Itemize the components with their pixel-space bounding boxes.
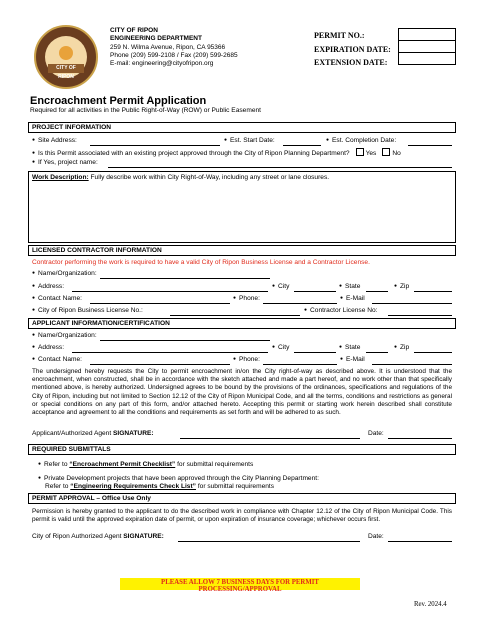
agent-date-field[interactable] <box>388 541 452 542</box>
revision-label: Rev. 2024.4 <box>414 601 447 608</box>
approval-header: PERMIT APPROVAL – Office Use Only <box>28 493 456 504</box>
agent-signature-field[interactable] <box>178 541 360 542</box>
extension-date-label: EXTENSION DATE: <box>314 58 388 67</box>
expiration-date-label: EXPIRATION DATE: <box>314 44 391 54</box>
agent-date-label: Date: <box>368 533 384 540</box>
department-email: E-mail: engineering@cityofripon.org <box>110 60 214 68</box>
contractor-address-field[interactable] <box>72 291 268 292</box>
start-date-field[interactable] <box>283 145 321 146</box>
contractor-warning: Contractor performing the work is required to have a valid City of Ripon Business License and a Contractor License. <box>32 259 370 266</box>
work-description-box[interactable] <box>28 171 456 243</box>
planning-question: ● Is this Permit associated with an existing project approved through the City of Ripon Planning Department? Yes No <box>32 148 401 158</box>
applicant-signature-label: Applicant/Authorized Agent SIGNATURE: <box>32 430 154 437</box>
contractor-zip-field[interactable] <box>414 291 452 292</box>
applicant-phone-field[interactable] <box>263 364 337 365</box>
department-name: ENGINEERING DEPARTMENT <box>110 35 202 43</box>
applicant-city-label: ● City <box>272 344 289 352</box>
contractor-phone-field[interactable] <box>263 303 337 304</box>
start-date-label: ● Est. Start Date: <box>224 137 275 145</box>
applicant-contact-field[interactable] <box>90 364 230 365</box>
submittal-item-private-dev: ● Private Development projects that have been approved through the City Planning Department: <box>38 475 319 483</box>
site-address-label: ● Site Address: <box>32 137 77 145</box>
contractor-city-field[interactable] <box>294 291 336 292</box>
contractor-address-label: ● Address: <box>32 283 64 291</box>
site-address-field[interactable] <box>90 145 220 146</box>
permit-no-label: PERMIT NO.: <box>314 31 365 40</box>
no-checkbox[interactable] <box>382 148 390 156</box>
applicant-state-field[interactable] <box>366 352 388 353</box>
contractor-name-field[interactable] <box>100 278 270 279</box>
project-name-field[interactable] <box>108 167 452 168</box>
applicant-name-field[interactable] <box>100 340 270 341</box>
requirements-link[interactable]: “Engineering Requirements Check List” <box>70 483 196 490</box>
applicant-phone-label: ● Phone: <box>233 356 260 364</box>
applicant-info-header: APPLICANT INFORMATION/CERTIFICATION <box>28 318 456 329</box>
contractor-phone-label: ● Phone: <box>233 295 260 303</box>
city-name: CITY OF RIPON <box>110 27 158 34</box>
department-info <box>110 27 238 68</box>
applicant-name-label: ● Name/Organization: <box>32 332 97 340</box>
completion-date-label: ● Est. Completion Date: <box>326 137 396 145</box>
applicant-zip-field[interactable] <box>414 352 452 353</box>
agent-signature-label: City of Ripon Authorized Agent SIGNATURE: <box>32 533 164 540</box>
checklist-link[interactable]: “Encroachment Permit Checklist” <box>69 461 176 468</box>
contractor-city-label: ● City <box>272 283 289 291</box>
department-address: 259 N. Wilma Avenue, Ripon, CA 95366 <box>110 43 226 51</box>
applicant-zip-label: ● Zip <box>394 344 409 352</box>
form-title: Encroachment Permit Application <box>30 95 207 107</box>
yes-checkbox[interactable] <box>356 148 364 156</box>
project-name-label: ● If Yes, project name: <box>32 159 98 167</box>
contractor-state-field[interactable] <box>366 291 388 292</box>
contractor-zip-label: ● Zip <box>394 283 409 291</box>
applicant-date-label: Date: <box>368 430 384 437</box>
form-subtitle: Required for all activities in the Public Right-of-Way (ROW) or Public Easement <box>30 107 261 114</box>
applicant-state-label: ● State <box>339 344 360 352</box>
approval-text: Permission is hereby granted to the applicant to do the described work in compliance with Chapter 12.12 of the City of Ripon Municipal Code. This permit is valid until the approved expiration date of permit, or upon expiration of insurance coverage; whichever occurs first. <box>32 508 452 524</box>
applicant-email-field[interactable] <box>372 364 452 365</box>
certification-text: The undersigned hereby requests the City to permit encroachment in/on the City right-of-way as described above. It is understood that the encroachment, when constructed, shall be in accordance with the sketch attached and made a part hereof, and no work other than that specifically mentioned above, is hereby authorized. Undersigned agrees to be bound by the provisions of the ordinances, specifications and regulations of the City of Ripon, including but not limited to Section 12.12 of the City of Ripon Municipal Code, and all the terms, conditions and restrictions as general or special conditions on any part of this form, and/or attached hereto. Accepting this permit or starting work herein described shall constitute acceptance and agreement to all the conditions and requirements as set forth and will be adhered to as such. <box>32 368 452 417</box>
permit-office-labels <box>314 29 391 70</box>
contractor-license-field[interactable] <box>388 315 452 316</box>
city-seal-logo: CITY OF RIPON <box>34 25 98 89</box>
submittal-item-checklist: ● Refer to “Encroachment Permit Checklist” for submittal requirements <box>38 461 253 469</box>
submittals-header: REQUIRED SUBMITTALS <box>28 444 456 455</box>
submittal-item-requirements: Refer to “Engineering Requirements Check List” for submittal requirements <box>45 483 275 490</box>
applicant-address-field[interactable] <box>72 352 268 353</box>
applicant-date-field[interactable] <box>388 438 452 439</box>
contractor-email-field[interactable] <box>372 303 452 304</box>
completion-date-field[interactable] <box>408 145 452 146</box>
contractor-name-label: ● Name/Organization: <box>32 270 97 278</box>
business-license-label: ● City of Ripon Business License No.: <box>32 307 143 315</box>
contractor-contact-label: ● Contact Name: <box>32 295 82 303</box>
extension-date-field[interactable] <box>398 52 456 65</box>
department-phone: Phone (209) 599-2108 / Fax (209) 599-2685 <box>110 51 238 59</box>
contractor-license-label: ● Contractor License No: <box>304 307 377 315</box>
contractor-contact-field[interactable] <box>90 303 230 304</box>
work-description-label: Work Description: Fully describe work within City Right-of-Way, including any street or lane closures. <box>32 174 330 181</box>
applicant-contact-label: ● Contact Name: <box>32 356 82 364</box>
applicant-signature-field[interactable] <box>180 438 360 439</box>
applicant-address-label: ● Address: <box>32 344 64 352</box>
contractor-email-label: ● E-Mail <box>340 295 365 303</box>
applicant-email-label: ● E-Mail <box>340 356 365 364</box>
contractor-info-header: LICENSED CONTRACTOR INFORMATION <box>28 245 456 256</box>
project-info-header: PROJECT INFORMATION <box>28 122 456 133</box>
business-license-field[interactable] <box>170 315 300 316</box>
processing-notice: PLEASE ALLOW 7 BUSINESS DAYS FOR PERMIT PROCESSING/APPROVAL <box>120 578 360 590</box>
applicant-city-field[interactable] <box>294 352 336 353</box>
contractor-state-label: ● State <box>339 283 360 291</box>
